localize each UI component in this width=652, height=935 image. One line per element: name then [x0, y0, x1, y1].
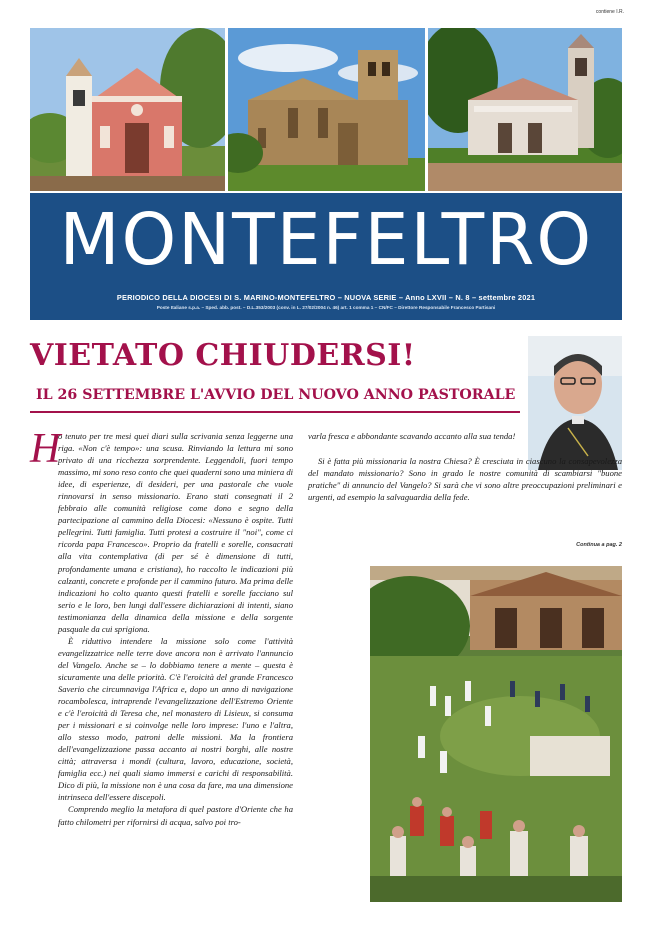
procession-photo [370, 566, 622, 902]
newspaper-title-text: MONTEFELTRO [59, 197, 593, 281]
headline: VIETATO CHIUDERSI! [30, 338, 416, 373]
divider [30, 411, 520, 413]
article-column-1 [58, 430, 293, 828]
bishop-portrait-photo [528, 336, 622, 470]
article-paragraph: È riduttivo intendere la missione solo come l'attività evangelizzatrice nelle terre dove ancora non è arrivato l'annuncio del Vangelo. Anche se – lo dobbiamo tenere a mente – questa è sicuramente una delle priorità. C'è l'eroicità del grande Francesco Saverio che circumnaviga l'Africa e, dopo un anno di navigazione rocambolesca, intraprende l'evangelizzazione dell'Estremo Oriente e c'è l'eroicità di Teresa che, nel monastero di Lisieux, si consuma per i missionari e si coinvolge nelle loro imprese: l'uno e l'altra, allo stesso modo, patroni delle missioni. Ma la frontiera dell'evangelizzazione passa accanto ai nostri borghi, alle nostre città; attraversa i mondi (cultura, lavoro, educazione, società, famiglia ecc.) nei quali siamo immersi e carichi di responsabilità. Dico di più, la missione non è una cosa da fare, ma una dimensione intrinseca dell'essere discepoli. [58, 635, 293, 803]
newspaper-title [30, 193, 622, 285]
article-column-2 [308, 455, 622, 503]
masthead [30, 193, 622, 320]
subheadline: IL 26 SETTEMBRE L'AVVIO DEL NUOVO ANNO PASTORALE [36, 387, 516, 403]
top-note: contiene I.R. [595, 9, 624, 15]
sanctuary-photo [428, 28, 622, 191]
continue-note: Continua a pag. 2 [576, 542, 622, 548]
church-photo [30, 28, 225, 191]
article-column-2-top [308, 430, 520, 442]
drop-cap: H [30, 426, 61, 472]
photo-strip [30, 28, 622, 191]
masthead-legal: Poste Italiane s.p.a. – Sped. abb. post. – D.L.353/2003 (conv. in L. 27/02/2004 n. 46) art. 1 comma 1 – CN/FC – Direttore Responsabile Francesco Partisani [156, 305, 496, 310]
cathedral-photo [228, 28, 425, 191]
article-paragraph: varla fresca e abbondante scavando accanto alla sua tenda! [308, 431, 516, 441]
masthead-info: PERIODICO DELLA DIOCESI DI S. MARINO-MONTEFELTRO – NUOVA SERIE – Anno LXVII – N. 8 – settembre 2021 [116, 293, 536, 302]
article-paragraph: o tenuto per tre mesi quei diari sulla scrivania senza leggerne una riga. «Non c'è tempo»: una scusa. Rinviando la lettura mi sono privato di una ricchezza sorprendente. Leggendoli, fuori tempo massimo, mi sono reso conto che quei quaderni sono una miniera di idee, di esperienze, di desideri, per una pastorale che vuole rinnovarsi in senso missionario. Erano stati consegnati il 2 febbraio alle comunità religiose come dono e segno della partecipazione al cammino della Diocesi: «Nessuno è ospite. Tutti pellegrini. Tutti famiglia. Tutti protesi a costruire il "noi", come ci ricorda papa Francesco». Proprio da fratelli e sorelle, consacrati alla vita contemplativa (di per sé è dimensione di tutti, profondamente umana e cristiana), ho raccolto le indicazioni più calzanti, concrete e profonde per il cammino futuro. Ma prima delle indicazioni ho colto quanto questi fratelli e sorelle facciano sul serio e le loro, ben lungi dall'essere dichiarazioni di intenti, siano testimonianza della dinamica della missione e della sorgente pasquale da cui sprigiona. [58, 431, 293, 634]
article-paragraph: Comprendo meglio la metafora di quel pastore d'Oriente che ha fatto chilometri per rifornirsi di acqua, salvo poi tro- [58, 804, 293, 827]
article-paragraph: Si è fatta più missionaria la nostra Chiesa? È cresciuta in ciascuno la consapevolezza del mandato missionario? Sono in grado le nostre comunità di scambiarsi "buone pratiche" di annuncio del Vangelo? Si sarà che vi sono altre preoccupazioni preliminari e urgenti, ad esempio la salvaguardia della fede. [308, 456, 622, 503]
